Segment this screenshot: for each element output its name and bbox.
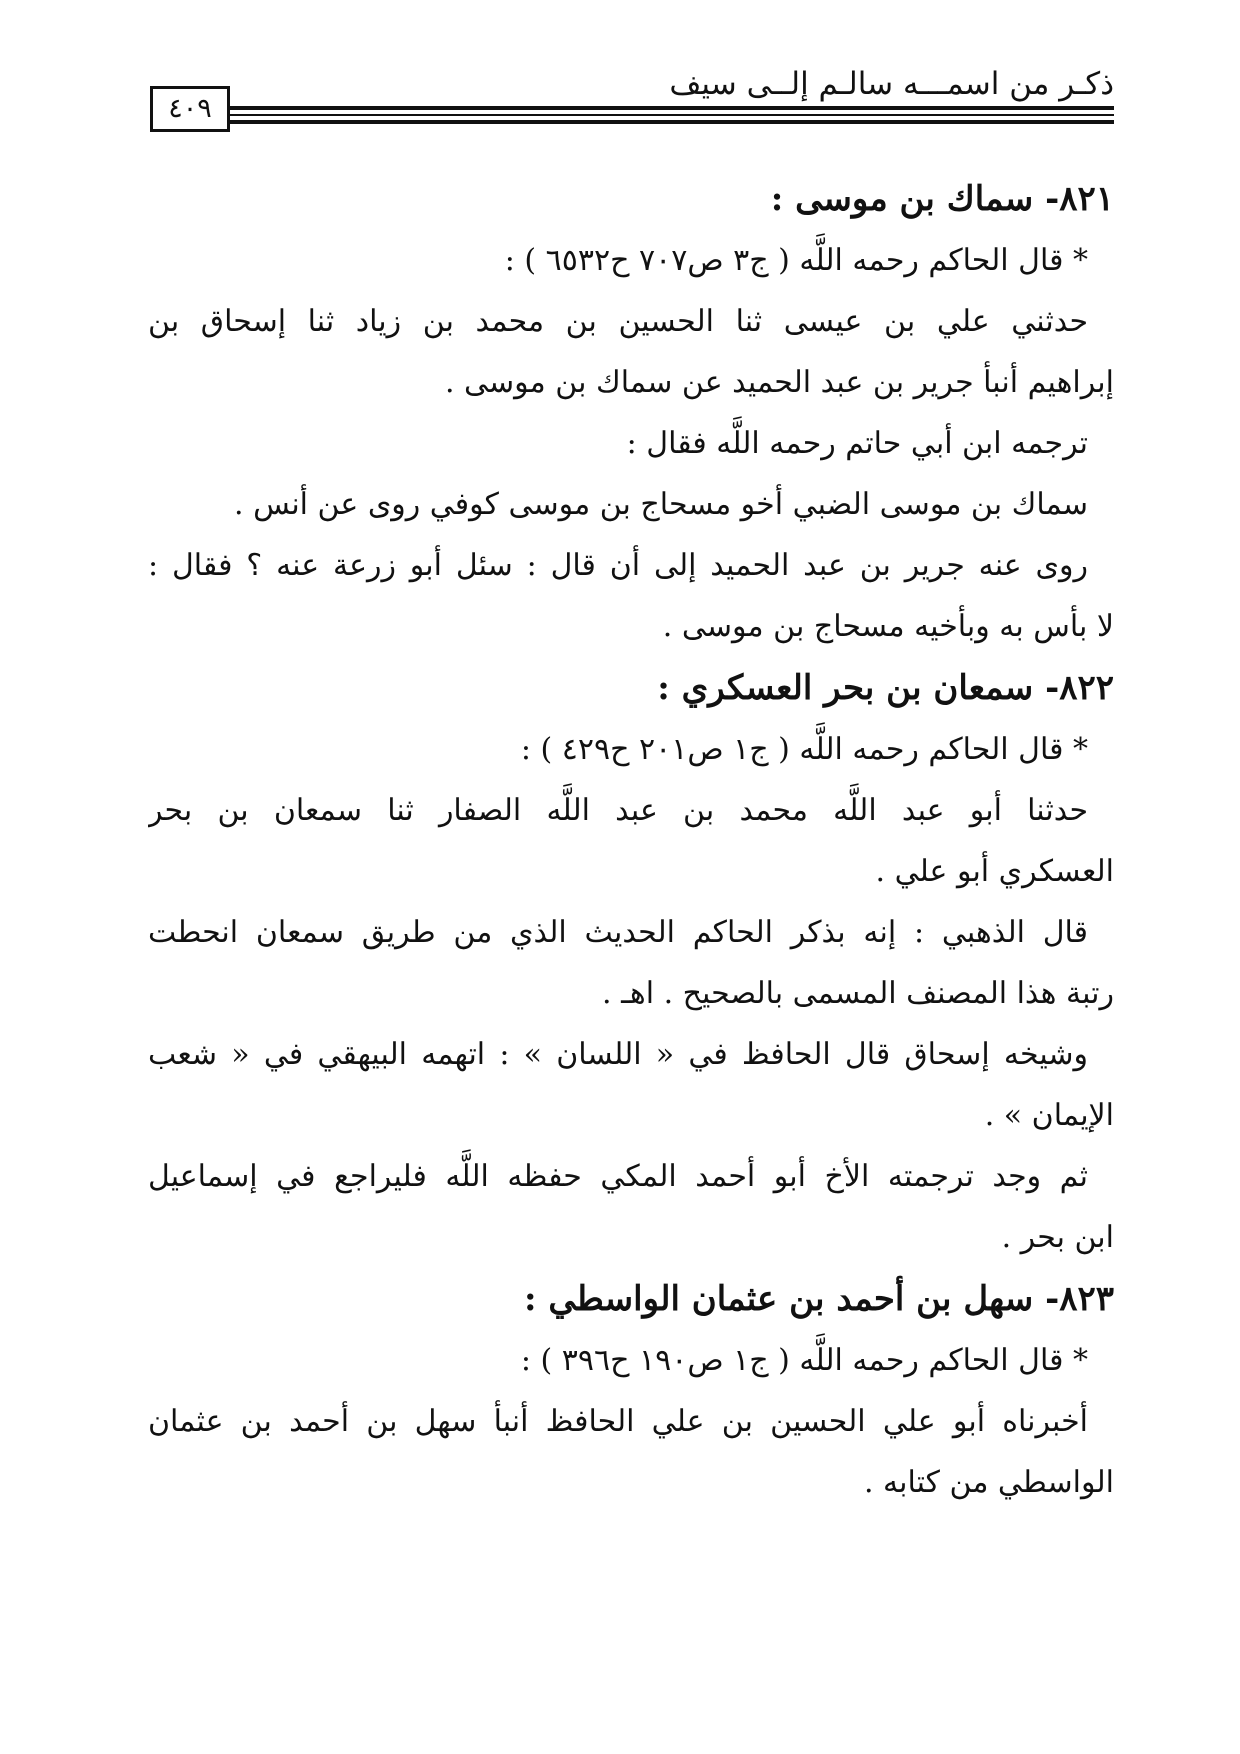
header-rule [230, 106, 1114, 110]
text-line: الإيمان » . [984, 1098, 1114, 1133]
text-line: إبراهيم أنبأ جرير بن عبد الحميد عن سماك بن موسى . [444, 365, 1114, 400]
text-line: العسكري أبو علي . [875, 854, 1114, 889]
text-line: ابن بحر . [1001, 1220, 1114, 1255]
header-rule [230, 114, 1114, 116]
running-header-title: ذكـر من اسمـــه سالـم إلــى سيف [669, 66, 1114, 102]
text-line: أخبرناه أبو علي الحسين بن علي الحافظ أنبأ سهل بن أحمد بن عثمان [148, 1404, 1088, 1439]
entry-heading: ٨٢٣- سهل بن أحمد بن عثمان الواسطي : [524, 1279, 1114, 1319]
entry-821 [148, 168, 1114, 657]
text-line: وشيخه إسحاق قال الحافظ في « اللسان » : اتهمه البيهقي في « شعب [148, 1037, 1088, 1072]
text-line: لا بأس به وبأخيه مسحاج بن موسى . [662, 609, 1114, 644]
text-line: الواسطي من كتابه . [863, 1465, 1114, 1500]
text-line: حدثنا أبو عبد اللَّه محمد بن عبد اللَّه الصفار ثنا سمعان بن بحر [148, 793, 1088, 828]
text-line: قال الذهبي : إنه بذكر الحاكم الحديث الذي من طريق سمعان انحطت [148, 915, 1088, 950]
page-number: ٤٠٩ [150, 86, 230, 132]
text-line: ترجمه ابن أبي حاتم رحمه اللَّه فقال : [626, 426, 1088, 461]
header-rule [230, 120, 1114, 124]
text-line: حدثني علي بن عيسى ثنا الحسين بن محمد بن زياد ثنا إسحاق بن [148, 304, 1088, 339]
page-content [148, 168, 1114, 1513]
source-citation: * قال الحاكم رحمه اللَّه ( ج١ ص١٩٠ ح٣٩٦ ) : [520, 1343, 1088, 1378]
entry-822 [148, 657, 1114, 1268]
text-line: سماك بن موسى الضبي أخو مسحاج بن موسى كوفي روى عن أنس . [234, 487, 1088, 522]
source-citation: * قال الحاكم رحمه اللَّه ( ج١ ص٢٠١ ح٤٢٩ ) : [520, 732, 1088, 767]
text-line: ثم وجد ترجمته الأخ أبو أحمد المكي حفظه اللَّه فليراجع في إسماعيل [148, 1159, 1088, 1194]
entry-heading: ٨٢١- سماك بن موسى : [770, 179, 1114, 219]
text-line: روى عنه جرير بن عبد الحميد إلى أن قال : سئل أبو زرعة عنه ؟ فقال : [148, 548, 1088, 583]
entry-heading: ٨٢٢- سمعان بن بحر العسكري : [657, 668, 1114, 708]
text-line: رتبة هذا المصنف المسمى بالصحيح . اهـ . [602, 976, 1114, 1011]
entry-823 [148, 1268, 1114, 1513]
running-header [150, 58, 1114, 144]
source-citation: * قال الحاكم رحمه اللَّه ( ج٣ ص٧٠٧ ح٦٥٣٢ ) : [504, 243, 1088, 278]
